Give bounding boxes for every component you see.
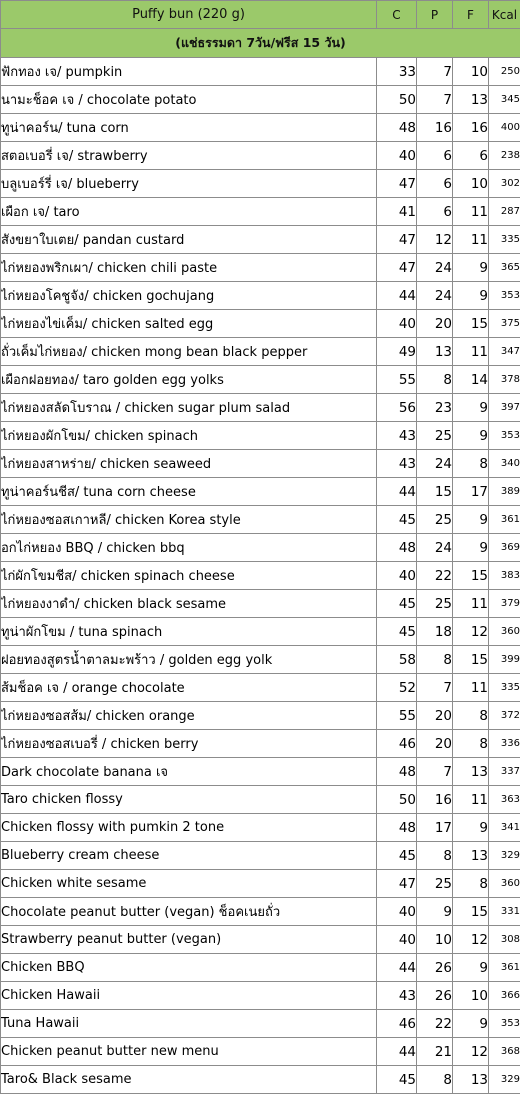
fat-cell[interactable]: 15 [453,646,489,674]
menu-rows [1,58,520,1094]
protein-cell[interactable]: 8 [417,842,453,870]
fat-cell[interactable]: 8 [453,870,489,898]
kcal-cell[interactable]: 302 [489,170,520,198]
table-row [1,1010,520,1038]
protein-cell[interactable]: 6 [417,170,453,198]
table-row [1,590,520,618]
kcal-cell[interactable]: 400 [489,114,520,142]
protein-cell[interactable]: 8 [417,366,453,394]
kcal-cell[interactable]: 363 [489,786,520,814]
protein-cell[interactable]: 16 [417,786,453,814]
table-row [1,394,520,422]
carbs-cell[interactable]: 43 [377,982,417,1010]
item-name-cell[interactable]: ไก่หยองไข่เค็ม/ chicken salted egg [1,310,377,338]
kcal-cell[interactable]: 360 [489,870,520,898]
table-row [1,170,520,198]
fat-cell[interactable]: 11 [453,674,489,702]
item-name-cell[interactable]: สังขยาใบเตย/ pandan custard [1,226,377,254]
carbs-cell[interactable]: 47 [377,870,417,898]
fat-cell[interactable]: 11 [453,338,489,366]
table-row [1,1066,520,1094]
protein-header-cell[interactable]: P [417,1,453,29]
protein-cell[interactable]: 17 [417,814,453,842]
fat-cell[interactable]: 8 [453,450,489,478]
item-name-cell[interactable]: อกไก่หยอง BBQ / chicken bbq [1,534,377,562]
storage-note-cell[interactable]: (แช่ธรรมดา 7วัน/ฟรีส 15 วัน) [1,29,520,58]
item-name-cell[interactable]: เผือกฝอยทอง/ taro golden egg yolks [1,366,377,394]
item-name-cell[interactable]: ถั่วเค็มไก่หยอง/ chicken mong bean black pepper [1,338,377,366]
protein-cell[interactable]: 24 [417,254,453,282]
carbs-cell[interactable]: 45 [377,506,417,534]
fat-cell[interactable]: 14 [453,366,489,394]
kcal-cell[interactable]: 365 [489,254,520,282]
table-row [1,646,520,674]
item-name-cell[interactable]: ไก่หยองซอสส้ม/ chicken orange [1,702,377,730]
item-name-cell[interactable]: ส้มช็อค เจ / orange chocolate [1,674,377,702]
item-name-cell[interactable]: ไก่หยองซอสเบอรี่ / chicken berry [1,730,377,758]
storage-note-row [1,29,520,58]
table-row [1,478,520,506]
carbs-cell[interactable]: 40 [377,310,417,338]
protein-cell[interactable]: 25 [417,590,453,618]
kcal-cell[interactable]: 329 [489,842,520,870]
kcal-cell[interactable]: 331 [489,898,520,926]
item-name-cell[interactable]: ทูน่าคอร์น/ tuna corn [1,114,377,142]
fat-cell[interactable]: 12 [453,1038,489,1066]
kcal-cell[interactable]: 335 [489,674,520,702]
protein-cell[interactable]: 25 [417,422,453,450]
protein-cell[interactable]: 24 [417,450,453,478]
protein-cell[interactable]: 8 [417,1066,453,1094]
item-name-cell[interactable]: Chocolate peanut butter (vegan) ช็อคเนยถั่ว [1,898,377,926]
protein-cell[interactable]: 16 [417,114,453,142]
table-row [1,926,520,954]
table-row [1,450,520,478]
table-row [1,1038,520,1066]
kcal-cell[interactable]: 353 [489,282,520,310]
item-name-cell[interactable]: ไก่ผักโขมชีส/ chicken spinach cheese [1,562,377,590]
fat-cell[interactable]: 15 [453,898,489,926]
carbs-cell[interactable]: 44 [377,1038,417,1066]
fat-cell[interactable]: 15 [453,562,489,590]
fat-cell[interactable]: 6 [453,142,489,170]
kcal-cell[interactable]: 361 [489,506,520,534]
table-row [1,338,520,366]
table-row [1,310,520,338]
table-row [1,954,520,982]
fat-cell[interactable]: 10 [453,170,489,198]
fat-cell[interactable]: 13 [453,86,489,114]
protein-cell[interactable]: 20 [417,310,453,338]
carbs-cell[interactable]: 45 [377,618,417,646]
item-name-cell[interactable]: ไก่หยองพริกเผา/ chicken chili paste [1,254,377,282]
carbs-cell[interactable]: 33 [377,58,417,86]
protein-cell[interactable]: 10 [417,926,453,954]
protein-cell[interactable]: 20 [417,730,453,758]
carbs-cell[interactable]: 55 [377,366,417,394]
fat-cell[interactable]: 15 [453,310,489,338]
table-row [1,982,520,1010]
kcal-cell[interactable]: 361 [489,954,520,982]
kcal-cell[interactable]: 366 [489,982,520,1010]
table-row [1,786,520,814]
fat-cell[interactable]: 12 [453,926,489,954]
protein-cell[interactable]: 9 [417,898,453,926]
item-name-cell[interactable]: Strawberry peanut butter (vegan) [1,926,377,954]
fat-cell[interactable]: 16 [453,114,489,142]
carbs-cell[interactable]: 46 [377,1010,417,1038]
table-row [1,198,520,226]
fat-cell[interactable]: 10 [453,58,489,86]
item-name-cell[interactable]: นามะช็อค เจ / chocolate potato [1,86,377,114]
fat-cell[interactable]: 9 [453,394,489,422]
item-name-cell[interactable]: ไก่หยองโคชูจัง/ chicken gochujang [1,282,377,310]
table-row [1,254,520,282]
table-row [1,842,520,870]
carbs-cell[interactable]: 47 [377,254,417,282]
item-name-cell[interactable]: Chicken Hawaii [1,982,377,1010]
kcal-cell[interactable]: 345 [489,86,520,114]
kcal-cell[interactable]: 308 [489,926,520,954]
table-row [1,86,520,114]
fat-cell[interactable]: 13 [453,1066,489,1094]
fat-cell[interactable]: 9 [453,422,489,450]
kcal-cell[interactable]: 378 [489,366,520,394]
carbs-header-cell[interactable]: C [377,1,417,29]
carbs-cell[interactable]: 47 [377,226,417,254]
table-row [1,814,520,842]
carbs-cell[interactable]: 40 [377,898,417,926]
item-name-cell[interactable]: ไก่หยองผักโขม/ chicken spinach [1,422,377,450]
header-row [1,1,520,29]
kcal-cell[interactable]: 347 [489,338,520,366]
item-name-cell[interactable]: เผือก เจ/ taro [1,198,377,226]
item-name-cell[interactable]: ไก่หยองสลัดโบราณ / chicken sugar plum salad [1,394,377,422]
item-name-cell[interactable]: Dark chocolate banana เจ [1,758,377,786]
item-name-cell[interactable]: Chicken white sesame [1,870,377,898]
item-name-cell[interactable]: Chicken peanut butter new menu [1,1038,377,1066]
table-row [1,142,520,170]
carbs-cell[interactable]: 46 [377,730,417,758]
carbs-cell[interactable]: 43 [377,450,417,478]
fat-cell[interactable]: 12 [453,618,489,646]
protein-cell[interactable]: 18 [417,618,453,646]
item-name-cell[interactable]: Blueberry cream cheese [1,842,377,870]
kcal-cell[interactable]: 337 [489,758,520,786]
item-name-cell[interactable]: ทูน่าผักโขม / tuna spinach [1,618,377,646]
protein-cell[interactable]: 7 [417,674,453,702]
carbs-cell[interactable]: 45 [377,842,417,870]
fat-cell[interactable]: 9 [453,814,489,842]
item-name-cell[interactable]: ไก่หยองงาดำ/ chicken black sesame [1,590,377,618]
table-row [1,702,520,730]
protein-cell[interactable]: 7 [417,758,453,786]
table-row [1,506,520,534]
protein-cell[interactable]: 25 [417,870,453,898]
fat-cell[interactable]: 13 [453,842,489,870]
kcal-cell[interactable]: 360 [489,618,520,646]
kcal-cell[interactable]: 341 [489,814,520,842]
item-name-cell[interactable]: Tuna Hawaii [1,1010,377,1038]
table-row [1,226,520,254]
table-row [1,674,520,702]
table-row [1,534,520,562]
fat-cell[interactable]: 13 [453,758,489,786]
carbs-cell[interactable]: 44 [377,478,417,506]
fat-cell[interactable]: 9 [453,506,489,534]
protein-cell[interactable]: 21 [417,1038,453,1066]
fat-cell[interactable]: 9 [453,254,489,282]
fat-cell[interactable]: 11 [453,198,489,226]
item-name-cell[interactable]: Chicken BBQ [1,954,377,982]
protein-cell[interactable]: 12 [417,226,453,254]
kcal-cell[interactable]: 287 [489,198,520,226]
kcal-cell[interactable]: 250 [489,58,520,86]
protein-cell[interactable]: 22 [417,1010,453,1038]
item-name-cell[interactable]: Taro chicken flossy [1,786,377,814]
product-title-cell[interactable]: Puffy bun (220 g) [1,1,377,29]
kcal-cell[interactable]: 368 [489,1038,520,1066]
protein-cell[interactable]: 20 [417,702,453,730]
protein-cell[interactable]: 26 [417,982,453,1010]
kcal-cell[interactable]: 372 [489,702,520,730]
fat-cell[interactable]: 9 [453,534,489,562]
table-row [1,114,520,142]
protein-cell[interactable]: 13 [417,338,453,366]
kcal-cell[interactable]: 335 [489,226,520,254]
carbs-cell[interactable]: 48 [377,114,417,142]
protein-cell[interactable]: 23 [417,394,453,422]
table-row [1,618,520,646]
carbs-cell[interactable]: 41 [377,198,417,226]
fat-cell[interactable]: 17 [453,478,489,506]
item-name-cell[interactable]: สตอเบอรี่ เจ/ strawberry [1,142,377,170]
protein-cell[interactable]: 7 [417,58,453,86]
item-name-cell[interactable]: Taro& Black sesame [1,1066,377,1094]
kcal-header-cell[interactable]: Kcal [489,1,520,29]
kcal-cell[interactable]: 397 [489,394,520,422]
fat-cell[interactable]: 11 [453,226,489,254]
table-row [1,58,520,86]
item-name-cell[interactable]: บลูเบอร์รี่ เจ/ blueberry [1,170,377,198]
table-row [1,562,520,590]
protein-cell[interactable]: 6 [417,198,453,226]
carbs-cell[interactable]: 58 [377,646,417,674]
carbs-cell[interactable]: 56 [377,394,417,422]
kcal-cell[interactable]: 353 [489,1010,520,1038]
protein-cell[interactable]: 26 [417,954,453,982]
carbs-cell[interactable]: 50 [377,786,417,814]
item-name-cell[interactable]: Chicken flossy with pumkin 2 tone [1,814,377,842]
kcal-cell[interactable]: 336 [489,730,520,758]
table-row [1,422,520,450]
item-name-cell[interactable]: ฝอยทองสูตรน้ำตาลมะพร้าว / golden egg yolk [1,646,377,674]
item-name-cell[interactable]: ไก่หยองซอสเกาหลี/ chicken Korea style [1,506,377,534]
carbs-cell[interactable]: 45 [377,590,417,618]
carbs-cell[interactable]: 47 [377,170,417,198]
protein-cell[interactable]: 24 [417,534,453,562]
kcal-cell[interactable]: 399 [489,646,520,674]
kcal-cell[interactable]: 379 [489,590,520,618]
item-name-cell[interactable]: ไก่หยองสาหร่าย/ chicken seaweed [1,450,377,478]
protein-cell[interactable]: 15 [417,478,453,506]
kcal-cell[interactable]: 340 [489,450,520,478]
kcal-cell[interactable]: 383 [489,562,520,590]
carbs-cell[interactable]: 48 [377,758,417,786]
protein-cell[interactable]: 24 [417,282,453,310]
carbs-cell[interactable]: 44 [377,954,417,982]
fat-header-cell[interactable]: F [453,1,489,29]
fat-cell[interactable]: 11 [453,786,489,814]
kcal-cell[interactable]: 375 [489,310,520,338]
carbs-cell[interactable]: 52 [377,674,417,702]
carbs-cell[interactable]: 40 [377,926,417,954]
item-name-cell[interactable]: ทูน่าคอร์นชีส/ tuna corn cheese [1,478,377,506]
carbs-cell[interactable]: 48 [377,814,417,842]
table-row [1,730,520,758]
fat-cell[interactable]: 11 [453,590,489,618]
kcal-cell[interactable]: 353 [489,422,520,450]
table-row [1,366,520,394]
carbs-cell[interactable]: 48 [377,534,417,562]
table-row [1,898,520,926]
kcal-cell[interactable]: 389 [489,478,520,506]
fat-cell[interactable]: 9 [453,954,489,982]
fat-cell[interactable]: 8 [453,730,489,758]
carbs-cell[interactable]: 43 [377,422,417,450]
table-row [1,870,520,898]
carbs-cell[interactable]: 40 [377,142,417,170]
protein-cell[interactable]: 22 [417,562,453,590]
fat-cell[interactable]: 10 [453,982,489,1010]
fat-cell[interactable]: 8 [453,702,489,730]
protein-cell[interactable]: 8 [417,646,453,674]
carbs-cell[interactable]: 40 [377,562,417,590]
carbs-cell[interactable]: 44 [377,282,417,310]
kcal-cell[interactable]: 238 [489,142,520,170]
kcal-cell[interactable]: 329 [489,1066,520,1094]
carbs-cell[interactable]: 45 [377,1066,417,1094]
protein-cell[interactable]: 7 [417,86,453,114]
table-row [1,758,520,786]
protein-cell[interactable]: 25 [417,506,453,534]
fat-cell[interactable]: 9 [453,282,489,310]
kcal-cell[interactable]: 369 [489,534,520,562]
fat-cell[interactable]: 9 [453,1010,489,1038]
carbs-cell[interactable]: 50 [377,86,417,114]
table-row [1,282,520,310]
carbs-cell[interactable]: 55 [377,702,417,730]
protein-cell[interactable]: 6 [417,142,453,170]
item-name-cell[interactable]: ฟักทอง เจ/ pumpkin [1,58,377,86]
carbs-cell[interactable]: 49 [377,338,417,366]
